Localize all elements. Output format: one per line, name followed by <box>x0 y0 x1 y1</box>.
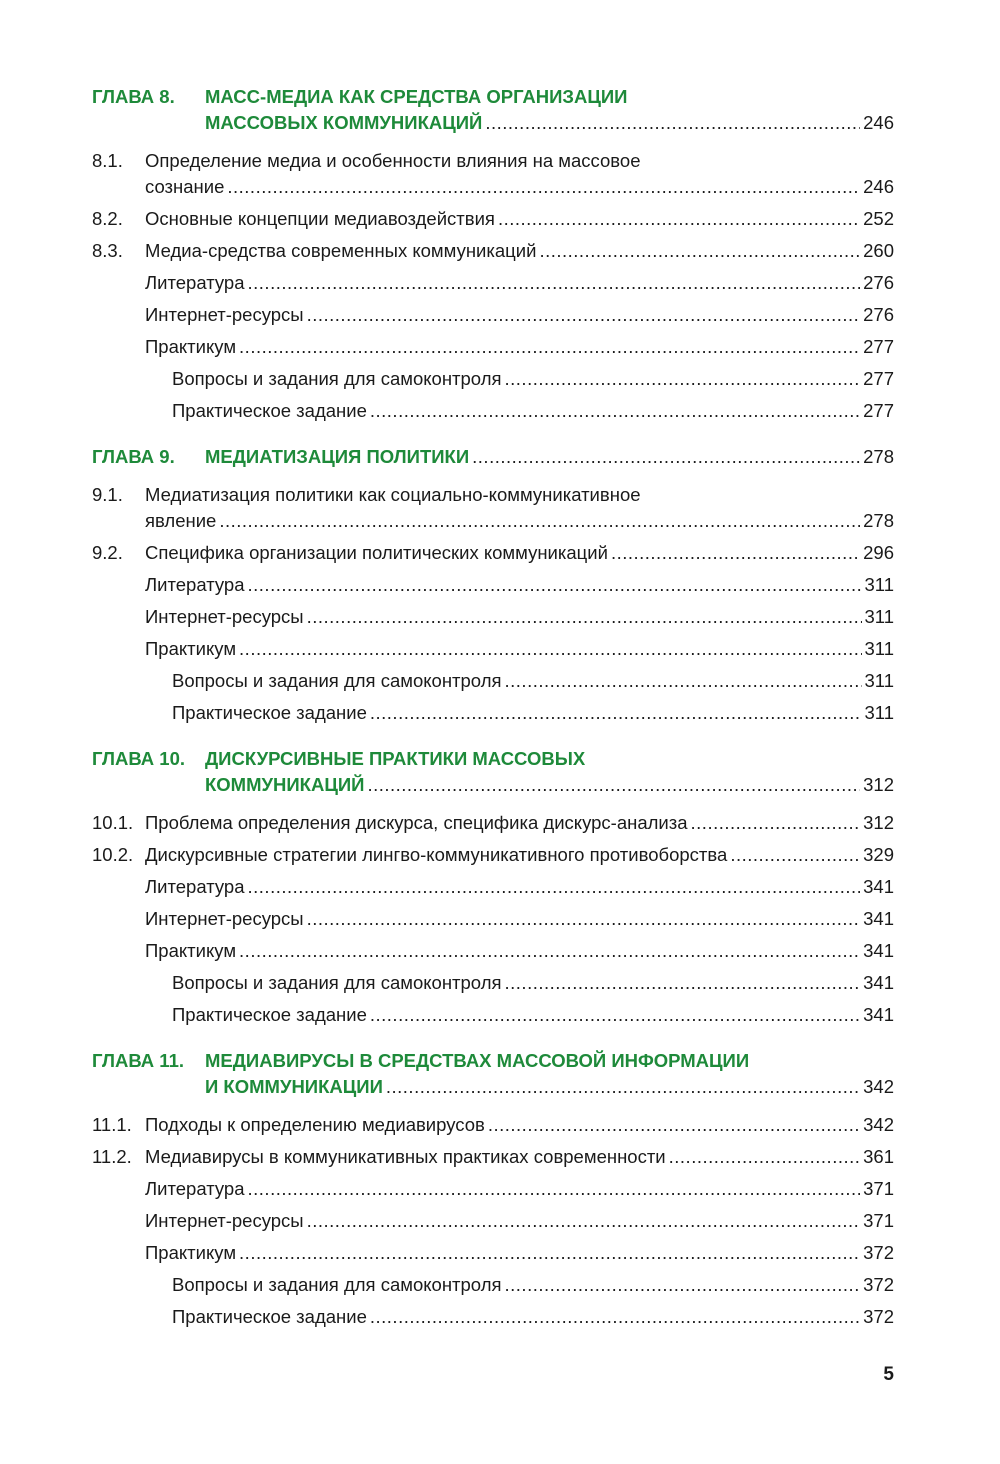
toc-entry[interactable] <box>92 206 894 232</box>
dot-leader <box>227 174 860 200</box>
entry-title: явление <box>145 510 217 531</box>
table-of-contents <box>92 84 894 1336</box>
toc-entry[interactable] <box>92 238 894 264</box>
page-ref: 371 <box>863 1178 894 1199</box>
entry-title: Интернет-ресурсы <box>145 1210 304 1231</box>
entry-title: Основные концепции медиавоздействия <box>145 208 495 229</box>
dot-leader <box>307 906 861 932</box>
entry-title: Литература <box>145 1178 245 1199</box>
page-ref: 296 <box>863 542 894 563</box>
toc-entry[interactable] <box>92 938 894 964</box>
section-number: 8.3. <box>92 240 123 261</box>
entry-title: Практикум <box>145 336 237 357</box>
toc-entry[interactable] <box>92 1176 894 1202</box>
page-ref: 278 <box>863 446 894 467</box>
toc-entry[interactable] <box>92 810 894 836</box>
chapter-title: КОММУНИКАЦИЙ <box>205 774 365 795</box>
toc-entry[interactable] <box>92 398 894 424</box>
chapter-title: ДИСКУРСИВНЫЕ ПРАКТИКИ МАССОВЫХ <box>205 748 586 769</box>
dot-leader <box>730 842 860 868</box>
dot-leader <box>386 1074 860 1100</box>
toc-entry[interactable] <box>92 1002 894 1028</box>
section-number: 10.1. <box>92 812 134 833</box>
chapter-section <box>92 84 894 424</box>
page-ref: 277 <box>863 368 894 389</box>
chapter-section <box>92 746 894 1028</box>
page-ref: 311 <box>864 670 894 691</box>
chapter-section <box>92 1048 894 1330</box>
dot-leader <box>370 1304 860 1330</box>
page-ref: 252 <box>863 208 894 229</box>
entry-title: Литература <box>145 272 245 293</box>
page-ref: 361 <box>863 1146 894 1167</box>
dot-leader <box>505 970 861 996</box>
dot-leader <box>669 1144 860 1170</box>
toc-entry[interactable] <box>92 906 894 932</box>
dot-leader <box>307 604 862 630</box>
page-ref: 276 <box>863 272 894 293</box>
toc-entry[interactable] <box>92 540 894 566</box>
chapter-number: ГЛАВА 9. <box>92 446 175 467</box>
toc-entry[interactable] <box>92 1112 894 1138</box>
toc-entry[interactable] <box>92 270 894 296</box>
entry-title: Медиатизация политики как социально-коммуникативное <box>145 484 641 505</box>
page-ref: 341 <box>863 1004 894 1025</box>
toc-entry[interactable] <box>92 482 894 534</box>
entry-title: Практическое задание <box>172 1306 367 1327</box>
page-ref: 260 <box>863 240 894 261</box>
entry-title: Интернет-ресурсы <box>145 606 304 627</box>
dot-leader <box>505 366 861 392</box>
section-number: 8.1. <box>92 150 123 171</box>
toc-entry[interactable] <box>92 970 894 996</box>
toc-entry[interactable] <box>92 1240 894 1266</box>
toc-entry[interactable] <box>92 636 894 662</box>
dot-leader <box>472 444 860 470</box>
dot-leader <box>505 1272 861 1298</box>
page-ref: 277 <box>863 336 894 357</box>
dot-leader <box>611 540 860 566</box>
toc-entry[interactable] <box>92 1272 894 1298</box>
chapter-title: МЕДИАТИЗАЦИЯ ПОЛИТИКИ <box>205 446 470 467</box>
page-ref: 342 <box>863 1076 894 1097</box>
entry-title: Вопросы и задания для самоконтроля <box>172 1274 502 1295</box>
entry-title: Вопросы и задания для самоконтроля <box>172 368 502 389</box>
page-ref: 329 <box>863 844 894 865</box>
dot-leader <box>367 772 860 798</box>
page-ref: 276 <box>863 304 894 325</box>
section-number: 8.2. <box>92 208 123 229</box>
dot-leader <box>370 1002 860 1028</box>
dot-leader <box>239 1240 860 1266</box>
chapter-section <box>92 444 894 726</box>
chapter-number: ГЛАВА 11. <box>92 1050 185 1071</box>
page-ref: 278 <box>863 510 894 531</box>
page-ref: 372 <box>863 1274 894 1295</box>
entry-title: Вопросы и задания для самоконтроля <box>172 972 502 993</box>
chapter-heading[interactable] <box>92 746 894 798</box>
dot-leader <box>219 508 860 534</box>
dot-leader <box>248 572 862 598</box>
section-number: 9.2. <box>92 542 123 563</box>
page-ref: 372 <box>863 1242 894 1263</box>
toc-entry[interactable] <box>92 842 894 868</box>
dot-leader <box>498 206 860 232</box>
entry-title: Практическое задание <box>172 702 367 723</box>
dot-leader <box>370 398 860 424</box>
section-number: 11.2. <box>92 1146 132 1167</box>
toc-entry[interactable] <box>92 1208 894 1234</box>
page-ref: 341 <box>863 940 894 961</box>
dot-leader <box>248 874 861 900</box>
toc-entry[interactable] <box>92 302 894 328</box>
chapter-heading[interactable] <box>92 444 894 470</box>
toc-entry[interactable] <box>92 1144 894 1170</box>
page-number: 5 <box>883 1364 894 1385</box>
dot-leader <box>307 302 861 328</box>
entry-title: Медиавирусы в коммуникативных практиках современности <box>145 1146 666 1167</box>
entry-title: Медиа-средства современных коммуникаций <box>145 240 537 261</box>
dot-leader <box>248 1176 861 1202</box>
chapter-title: И КОММУНИКАЦИИ <box>205 1076 383 1097</box>
page-ref: 311 <box>864 574 894 595</box>
entry-title: Интернет-ресурсы <box>145 304 304 325</box>
entry-title: Подходы к определению медиавирусов <box>145 1114 485 1135</box>
page-ref: 342 <box>863 1114 894 1135</box>
dot-leader <box>239 938 860 964</box>
section-number: 9.1. <box>92 484 123 505</box>
dot-leader <box>485 110 860 136</box>
chapter-number: ГЛАВА 10. <box>92 748 186 769</box>
page-ref: 371 <box>863 1210 894 1231</box>
entry-title: Практикум <box>145 940 237 961</box>
entry-title: Литература <box>145 876 245 897</box>
toc-entry[interactable] <box>92 366 894 392</box>
page-ref: 311 <box>864 606 894 627</box>
toc-entry[interactable] <box>92 334 894 360</box>
toc-entry[interactable] <box>92 874 894 900</box>
dot-leader <box>239 636 861 662</box>
chapter-heading[interactable] <box>92 1048 894 1100</box>
entry-title: Практическое задание <box>172 1004 367 1025</box>
dot-leader <box>370 700 862 726</box>
chapter-heading[interactable] <box>92 84 894 136</box>
entry-title: сознание <box>145 176 225 197</box>
entry-title: Специфика организации политических коммуникаций <box>145 542 608 563</box>
entry-title: Проблема определения дискурса, специфика дискурс-анализа <box>145 812 688 833</box>
entry-title: Вопросы и задания для самоконтроля <box>172 670 502 691</box>
page-ref: 341 <box>863 972 894 993</box>
toc-entry[interactable] <box>92 604 894 630</box>
dot-leader <box>239 334 860 360</box>
entry-title: Дискурсивные стратегии лингво-коммуникативного противоборства <box>145 844 728 865</box>
chapter-title: МАСС-МЕДИА КАК СРЕДСТВА ОРГАНИЗАЦИИ <box>205 86 628 107</box>
section-number: 11.1. <box>92 1114 132 1135</box>
entry-title: Определение медиа и особенности влияния на массовое <box>145 150 641 171</box>
entry-title: Практикум <box>145 638 237 659</box>
toc-entry[interactable] <box>92 148 894 200</box>
section-number: 10.2. <box>92 844 134 865</box>
dot-leader <box>488 1112 860 1138</box>
toc-entry[interactable] <box>92 572 894 598</box>
page-ref: 311 <box>864 702 894 723</box>
page-ref: 312 <box>863 774 894 795</box>
toc-entry[interactable] <box>92 668 894 694</box>
dot-leader <box>307 1208 861 1234</box>
toc-entry[interactable] <box>92 1304 894 1330</box>
page-ref: 341 <box>863 876 894 897</box>
toc-entry[interactable] <box>92 700 894 726</box>
page-ref: 311 <box>864 638 894 659</box>
page-ref: 246 <box>863 112 894 133</box>
entry-title: Интернет-ресурсы <box>145 908 304 929</box>
entry-title: Практикум <box>145 1242 237 1263</box>
entry-title: Литература <box>145 574 245 595</box>
dot-leader <box>248 270 861 296</box>
entry-title: Практическое задание <box>172 400 367 421</box>
page-ref: 246 <box>863 176 894 197</box>
dot-leader <box>505 668 862 694</box>
page-ref: 312 <box>863 812 894 833</box>
dot-leader <box>539 238 860 264</box>
chapter-number: ГЛАВА 8. <box>92 86 175 107</box>
page-ref: 277 <box>863 400 894 421</box>
page-ref: 341 <box>863 908 894 929</box>
page-ref: 372 <box>863 1306 894 1327</box>
dot-leader <box>691 810 861 836</box>
chapter-title: МЕДИАВИРУСЫ В СРЕДСТВАХ МАССОВОЙ ИНФОРМАЦИИ <box>205 1050 750 1071</box>
chapter-title: МАССОВЫХ КОММУНИКАЦИЙ <box>205 112 483 133</box>
